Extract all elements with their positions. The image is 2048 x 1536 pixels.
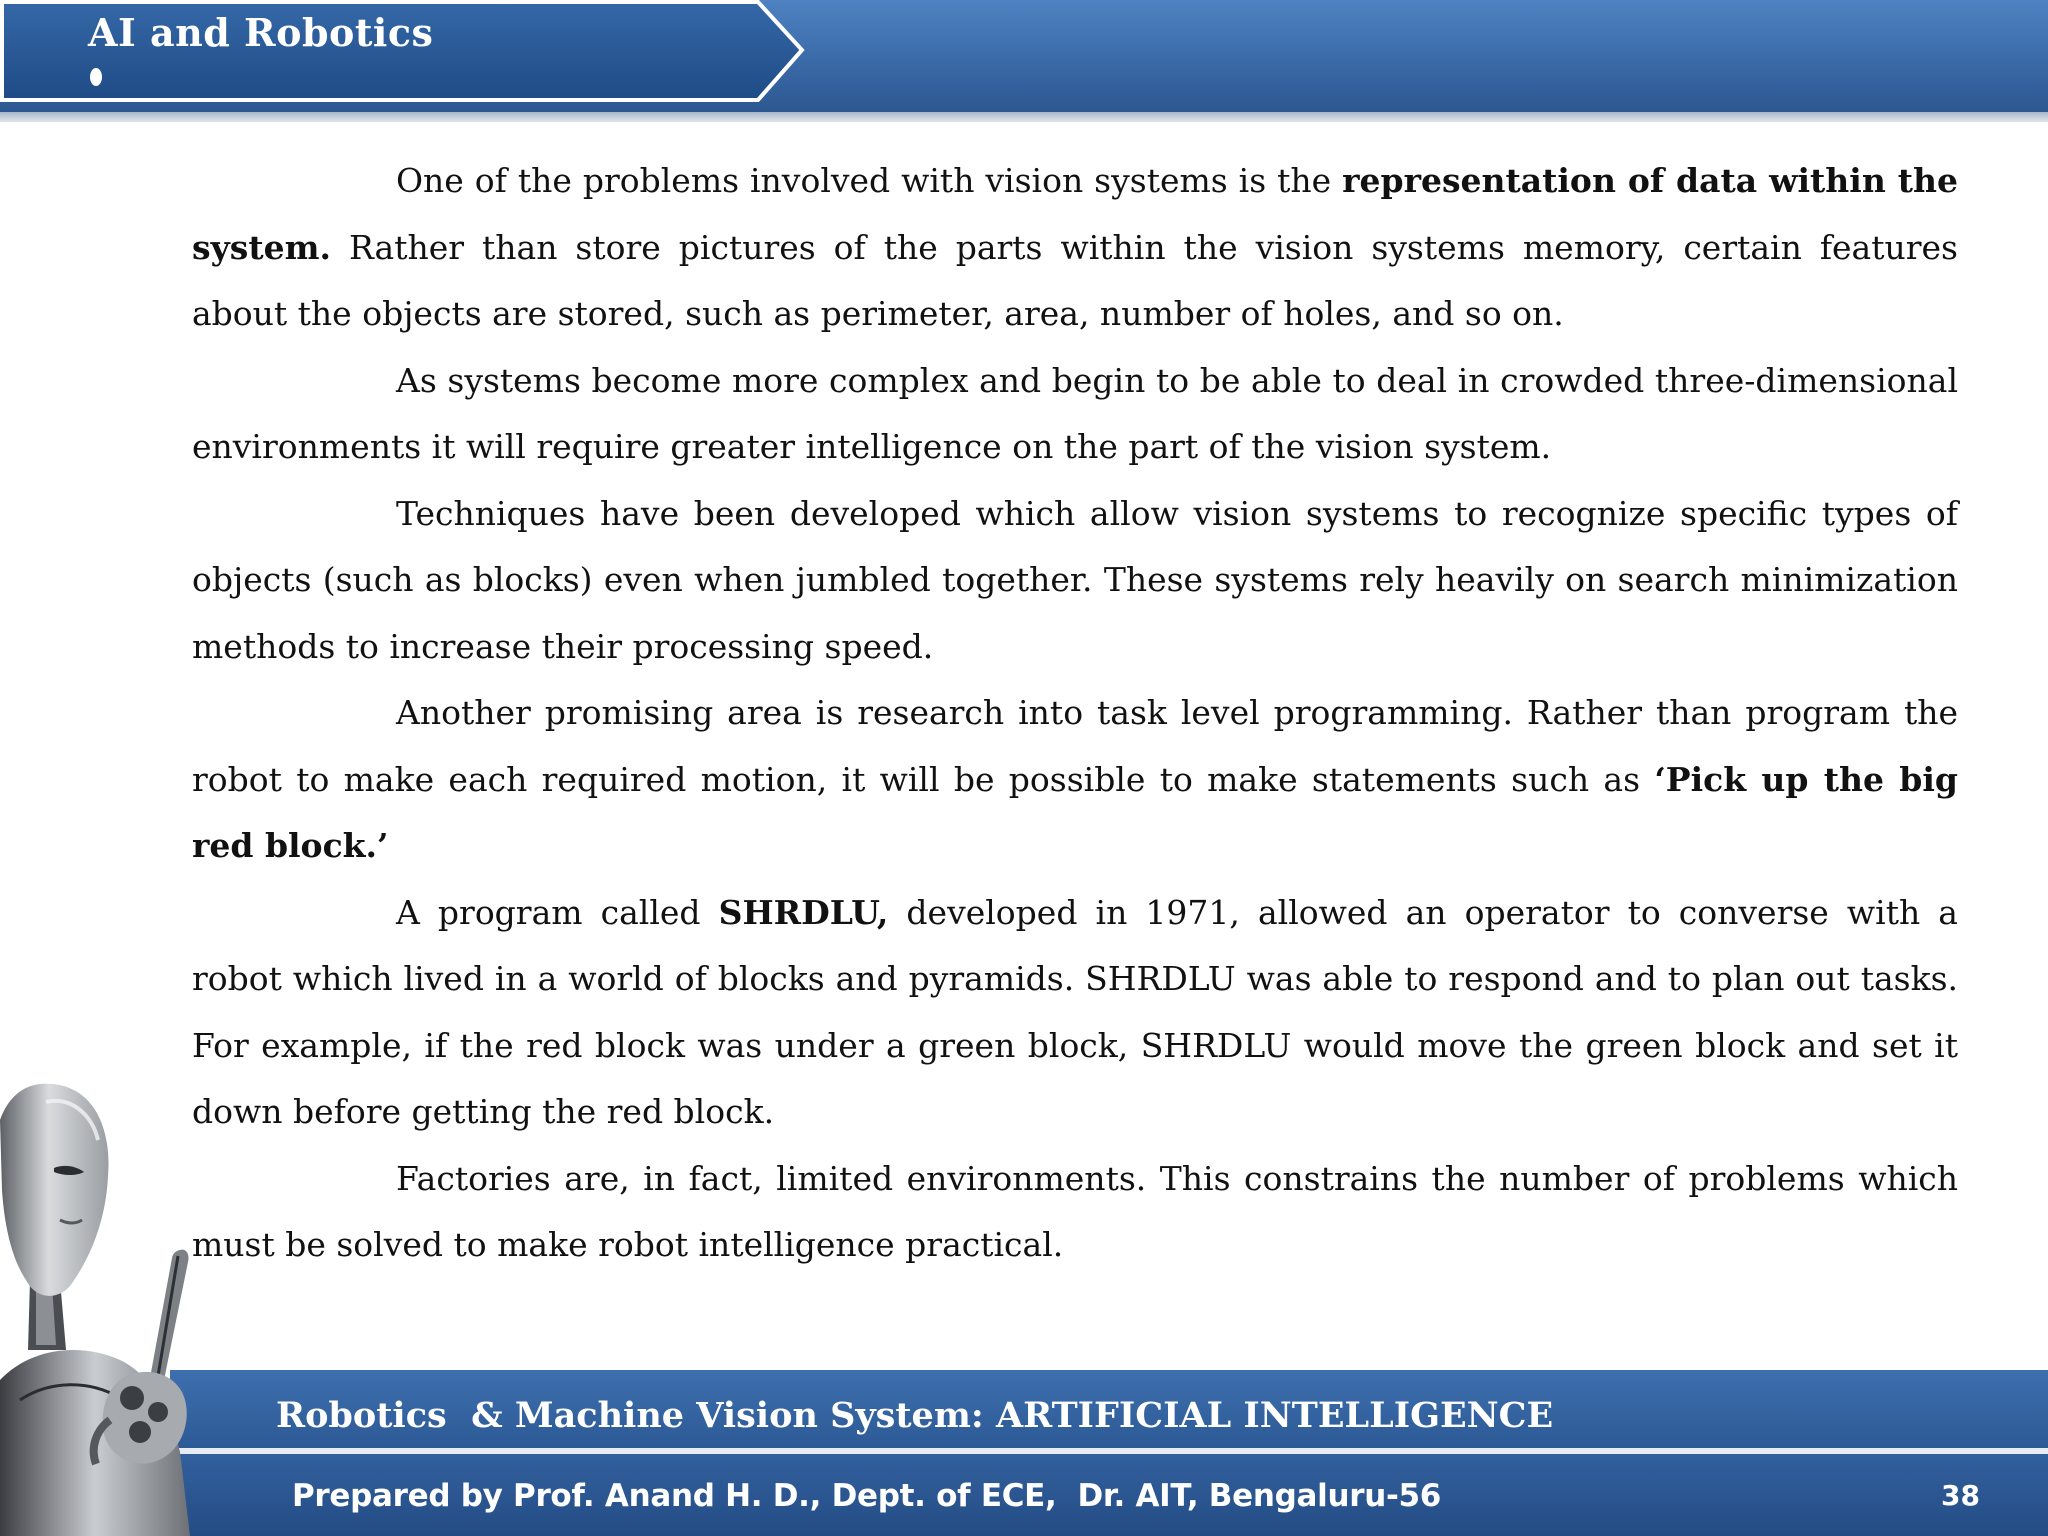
page-number: 38 — [1941, 1479, 1980, 1512]
robot-figure-illustration — [0, 1080, 240, 1536]
paragraph-factories: Factories are, in fact, limited environments. This constrains the number of problems which must be solved to make robot intelligence practical. — [192, 1158, 1958, 1264]
bullet-dot-icon — [90, 68, 102, 86]
paragraph-task-level-programming: Another promising area is research into task level programming. Rather than program the robot to make each required motion, it will be possible to make statements such as ‘Pick up the big red block.’ — [192, 693, 1958, 865]
paragraph-complex-environments: As systems become more complex and begin to be able to deal in crowded three-dimensional environments it will require greater intelligence on the part of the vision system. — [192, 360, 1958, 466]
paragraph-recognition-techniques: Techniques have been developed which allow vision systems to recognize specific types of objects (such as blocks) even when jumbled together. These systems rely heavily on search minimization methods to increase their processing speed. — [192, 493, 1958, 666]
header-underline — [0, 112, 2048, 122]
slide-content — [192, 148, 1958, 1279]
paragraph-shrdlu: A program called SHRDLU, developed in 1971, allowed an operator to converse with a robot which lived in a world of blocks and pyramids. SHRDLU was able to respond and to plan out tasks. For example, if the red block was under a green block, SHRDLU would move the green block and set it down before getting the red block. — [192, 892, 1958, 1131]
footer-author: Prepared by Prof. Anand H. D., Dept. of ECE, Dr. AIT, Bengaluru-56 — [292, 1478, 1442, 1514]
slide-title: AI and Robotics — [88, 10, 434, 55]
paragraph-data-representation: One of the problems involved with vision systems is the representation of data within the system. Rather than store pictures of the parts within the vision systems memory, certain features about the objects are stored, such as perimeter, area, number of holes, and so on. — [192, 161, 1959, 333]
footer-subject: Robotics & Machine Vision System: ARTIFICIAL INTELLIGENCE — [276, 1395, 1554, 1436]
